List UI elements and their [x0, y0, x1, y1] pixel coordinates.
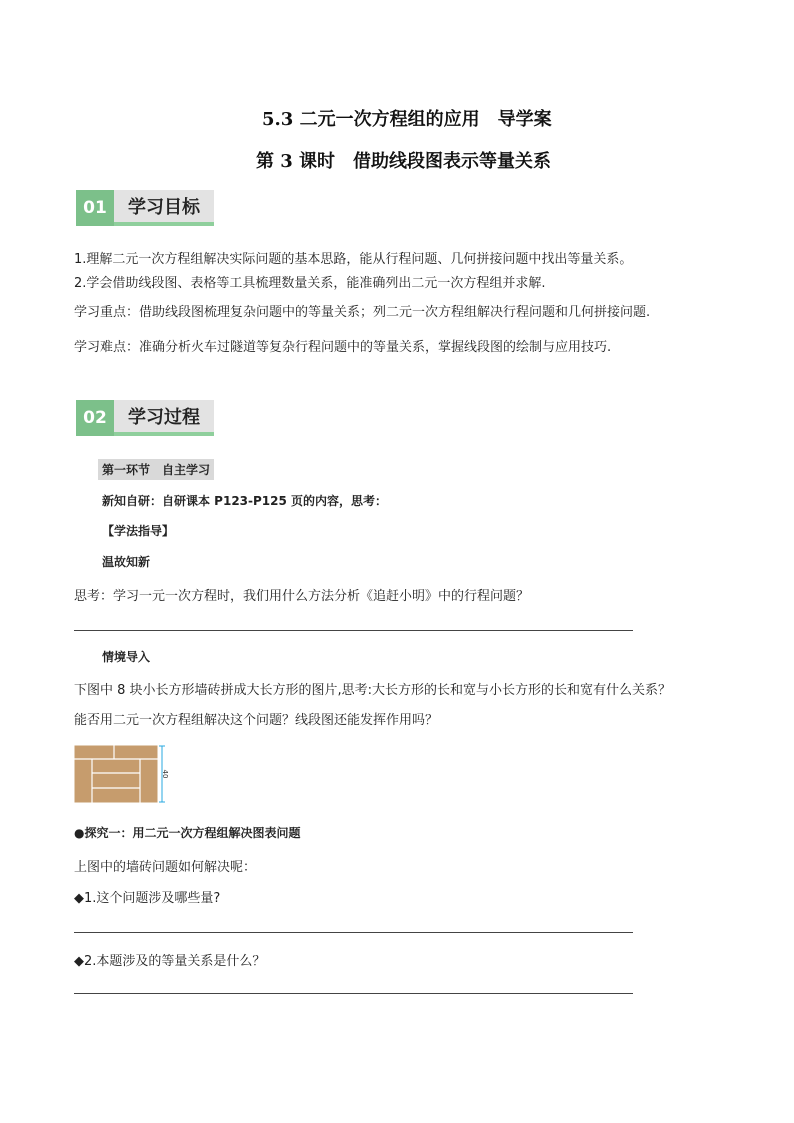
tile-figure	[74, 745, 170, 805]
dimension-label: 40	[161, 769, 169, 779]
scene-text-1: 下图中 8 块小长方形墙砖拼成大长方形的图片,思考:大长方形的长和宽与小长方形的长和宽有什么关系？	[74, 683, 672, 698]
question-2: ◆2.本题涉及的等量关系是什么？	[74, 954, 266, 969]
question-1: ◆1.这个问题涉及哪些量?	[74, 891, 221, 906]
explore-intro: 上图中的墙砖问题如何解决呢：	[74, 860, 257, 875]
section-label: 学习过程	[114, 400, 214, 436]
section-number: 02	[76, 400, 114, 436]
page-title: 5.3 二元一次方程组的应用 导学案	[262, 109, 552, 130]
think-question: 思考：学习一元一次方程时，我们用什么方法分析《追赶小明》中的行程问题？	[74, 589, 530, 604]
explore-heading: ●探究一：用二元一次方程组解决图表问题	[74, 826, 301, 840]
review-heading: 温故知新	[102, 555, 151, 569]
scene-text-2: 能否用二元一次方程组解决这个问题？线段图还能发挥作用吗？	[74, 713, 439, 728]
method-guide: 【学法指导】	[102, 524, 175, 538]
section-badge-goals	[76, 190, 256, 226]
section-number: 01	[76, 190, 114, 226]
answer-line	[74, 993, 633, 994]
stage-heading: 第一环节 自主学习	[98, 459, 214, 480]
answer-line	[74, 932, 633, 933]
tile-outer	[74, 745, 158, 803]
goal-item-2: 2.学会借助线段图、表格等工具梳理数量关系，能准确列出二元一次方程组并求解.	[74, 276, 546, 291]
answer-line	[74, 630, 633, 631]
key-point: 学习重点：借助线段图梳理复杂问题中的等量关系；列二元一次方程组解决行程问题和几何拼接问题.	[74, 305, 651, 320]
goal-item-1: 1.理解二元一次方程组解决实际问题的基本思路，能从行程问题、几何拼接问题中找出等量关系。	[74, 252, 633, 267]
page-subtitle: 第 3 课时 借助线段图表示等量关系	[256, 151, 552, 172]
section-label: 学习目标	[114, 190, 214, 226]
scene-heading: 情境导入	[102, 650, 151, 664]
difficult-point: 学习难点：准确分析火车过隧道等复杂行程问题中的等量关系，掌握线段图的绘制与应用技巧.	[74, 340, 612, 355]
section-badge-process	[76, 400, 256, 436]
self-study-line: 新知自研：自研课本 P123-P125 页的内容，思考：	[102, 494, 388, 508]
